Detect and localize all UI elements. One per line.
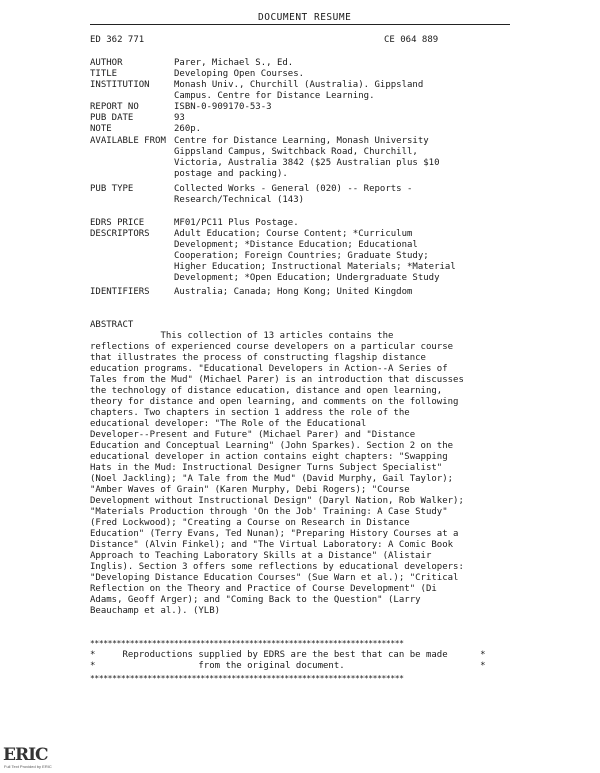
abstract-body xyxy=(90,331,510,617)
abstract-line: reflections of experienced course developers on a particular course xyxy=(90,342,454,352)
field-value-pub-type-line: Research/Technical (143) xyxy=(174,195,305,205)
footer-border-top: *********************************************************************** xyxy=(90,639,404,648)
field-value-available-from-line: Gippsland Campus, Switchback Road, Churchill, xyxy=(174,147,418,157)
abstract-line: Development without Instructional Design" (Daryl Nation, Rob Walker); xyxy=(90,496,464,506)
field-label-available-from: AVAILABLE FROM xyxy=(90,136,166,146)
eric-logo-subtitle: Full Text Provided by ERIC xyxy=(4,764,52,769)
field-value-edrs-price: MF01/PC11 Plus Postage. xyxy=(174,218,299,228)
ed-number: ED 362 771 xyxy=(90,35,145,45)
abstract-line: "Materials Production through 'On the Job' Training: A Case Study" xyxy=(90,507,448,517)
field-value-descriptors-line: Cooperation; Foreign Countries; Graduate Study; xyxy=(174,251,429,261)
field-value-report-no: ISBN-0-909170-53-3 xyxy=(174,102,272,112)
abstract-line: Hats in the Mud: Instructional Designer Turns Subject Specialist" xyxy=(90,463,443,473)
field-value-descriptors-line: Higher Education; Instructional Materials; *Material xyxy=(174,262,456,272)
field-label-pub-type: PUB TYPE xyxy=(90,184,134,194)
field-label-edrs-price: EDRS PRICE xyxy=(90,218,145,228)
abstract-line: (Fred Lockwood); "Creating a Course on Research in Distance xyxy=(90,518,410,528)
reproduction-note-line: * from the original document. * xyxy=(90,661,486,671)
field-value-descriptors-line: Development; *Distance Education; Educational xyxy=(174,240,418,250)
field-value-title: Developing Open Courses. xyxy=(174,69,305,79)
abstract-line: Reflection on the Theory and Practice of Course Development" (Di xyxy=(90,584,437,594)
field-value-author: Parer, Michael S., Ed. xyxy=(174,58,294,68)
field-label-identifiers: IDENTIFIERS xyxy=(90,287,150,297)
abstract-line: educational developer in action contains eight chapters: "Swapping xyxy=(90,452,448,462)
abstract-line: Education and Conceptual Learning" (John Sparkes). Section 2 on the xyxy=(90,441,454,451)
ce-number: CE 064 889 xyxy=(384,35,439,45)
abstract-line: (Noel Jackling); "A Tale from the Mud" (David Murphy, Gail Taylor); xyxy=(90,474,454,484)
field-value-institution-line: Monash Univ., Churchill (Australia). Gippsland xyxy=(174,80,424,90)
abstract-line: Distance" (Alvin Finkel); and "The Virtual Laboratory: A Comic Book xyxy=(90,540,454,550)
reproduction-note-line: * Reproductions supplied by EDRS are the best that can be made * xyxy=(90,650,486,660)
document-title: DOCUMENT RESUME xyxy=(258,12,352,23)
abstract-line: Adams, Geoff Arger); and "Coming Back to the Question" (Larry xyxy=(90,595,421,605)
abstract-line: the technology of distance education, distance and open learning, xyxy=(90,386,443,396)
field-label-pub-date: PUB DATE xyxy=(90,113,134,123)
abstract-line: educational developer: "The Role of the Educational xyxy=(90,419,367,429)
abstract-line: education programs. "Educational Developers in Action--A Series of xyxy=(90,364,448,374)
field-label-title: TITLE xyxy=(90,69,118,79)
field-value-available-from-line: postage and packing). xyxy=(174,169,288,179)
abstract-line: theory for distance and open learning, and comments on the following xyxy=(90,397,459,407)
field-value-note: 260p. xyxy=(174,124,202,134)
field-value-pub-date: 93 xyxy=(174,113,185,123)
field-value-identifiers: Australia; Canada; Hong Kong; United Kingdom xyxy=(174,287,413,297)
field-label-descriptors: DESCRIPTORS xyxy=(90,229,150,239)
abstract-line: Beauchamp et al.). (YLB) xyxy=(90,606,221,616)
abstract-line: that illustrates the process of constructing flagship distance xyxy=(90,353,426,363)
field-label-report-no: REPORT NO xyxy=(90,102,139,112)
field-label-note: NOTE xyxy=(90,124,112,134)
abstract-line: This collection of 13 articles contains the xyxy=(90,331,394,341)
abstract-line: Developer--Present and Future" (Michael Parer) and "Distance xyxy=(90,430,416,440)
abstract-line: Inglis). Section 3 offers some reflections by educational developers: xyxy=(90,562,464,572)
abstract-line: "Developing Distance Education Courses" (Sue Warn et al.); "Critical xyxy=(90,573,459,583)
field-value-descriptors-line: Adult Education; Course Content; *Curriculum xyxy=(174,229,413,239)
field-label-author: AUTHOR xyxy=(90,58,123,68)
field-value-descriptors-line: Development; *Open Education; Undergraduate Study xyxy=(174,273,440,283)
abstract-line: chapters. Two chapters in section 1 address the role of the xyxy=(90,408,410,418)
abstract-heading: ABSTRACT xyxy=(90,320,134,330)
eric-logo: ERIC xyxy=(3,745,48,765)
abstract-line: Approach to Teaching Laboratory Skills at a Distance" (Alistair xyxy=(90,551,432,561)
field-value-pub-type-line: Collected Works - General (020) -- Reports - xyxy=(174,184,413,194)
title-divider xyxy=(90,24,510,25)
footer-border-bottom: *********************************************************************** xyxy=(90,674,404,683)
field-value-available-from-line: Victoria, Australia 3842 ($25 Australian plus $10 xyxy=(174,158,440,168)
abstract-line: "Amber Waves of Grain" (Karen Murphy, Debi Rogers); "Course xyxy=(90,485,410,495)
abstract-line: Education" (Terry Evans, Ted Nunan); "Preparing History Courses at a xyxy=(90,529,459,539)
field-value-available-from-line: Centre for Distance Learning, Monash University xyxy=(174,136,429,146)
field-label-institution: INSTITUTION xyxy=(90,80,150,90)
field-value-institution-line: Campus. Centre for Distance Learning. xyxy=(174,91,375,101)
abstract-line: Tales from the Mud" (Michael Parer) is an introduction that discusses xyxy=(90,375,464,385)
